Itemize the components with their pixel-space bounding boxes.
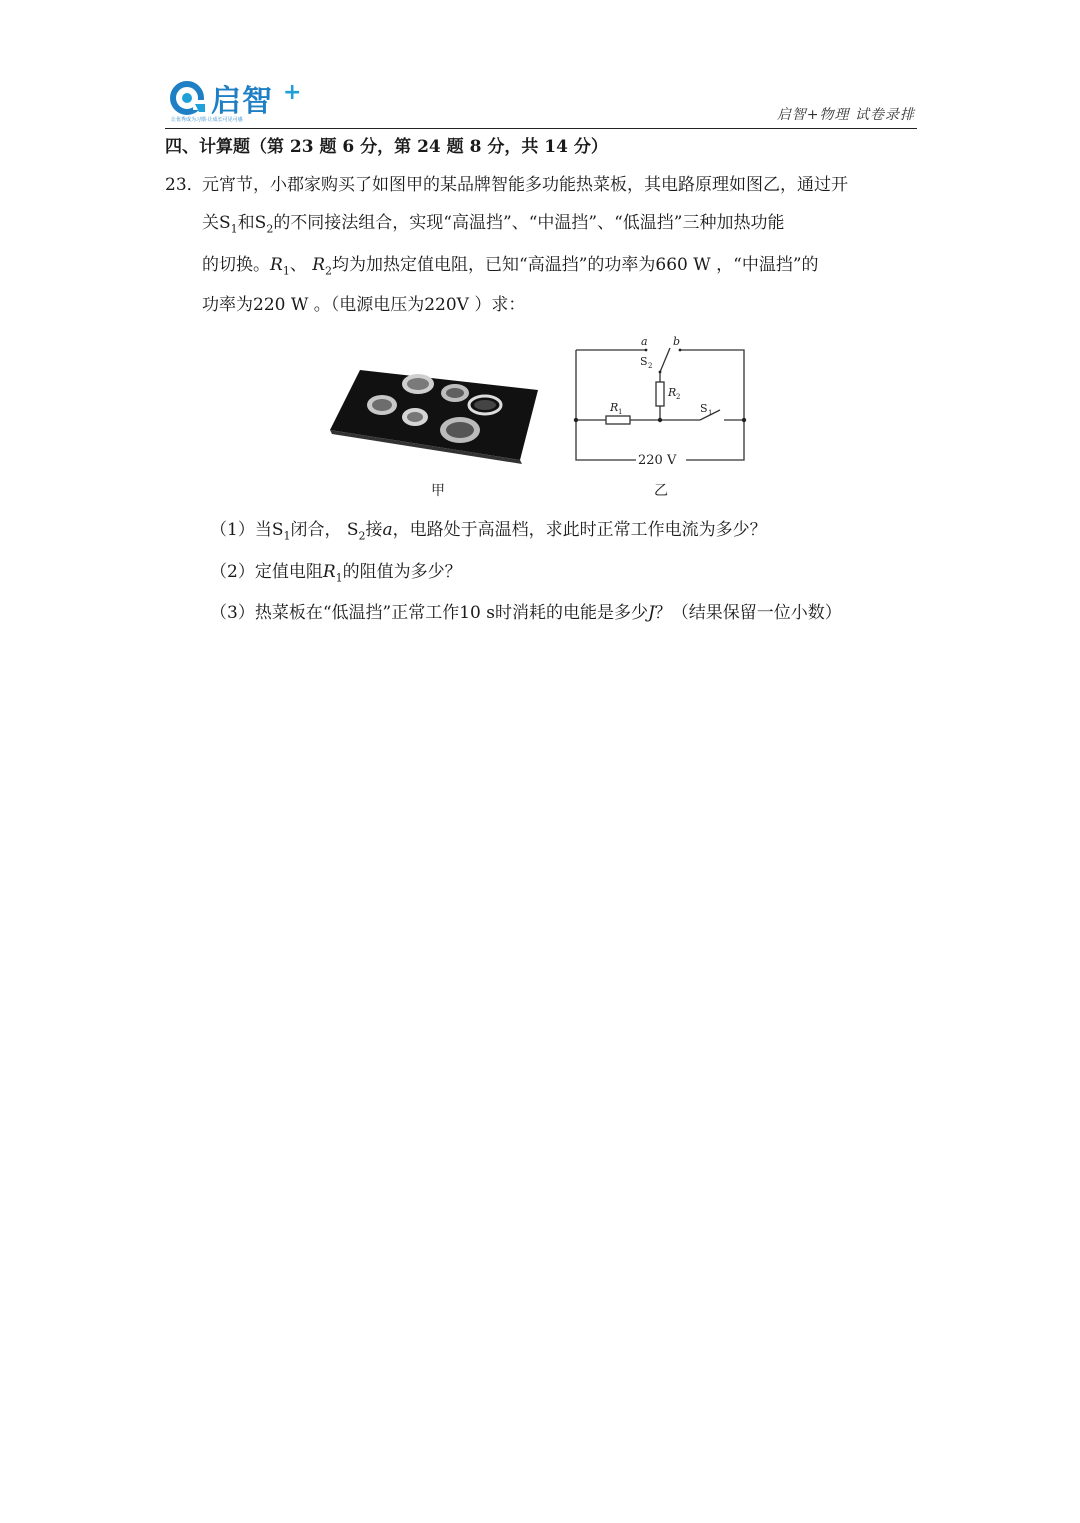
sub-question-2 xyxy=(210,557,462,584)
text-segment: （3）热菜板在“低温挡”正常工作10 s时消耗的电能是多少 xyxy=(210,603,648,623)
label-a: a xyxy=(641,335,648,348)
resistor-r1 xyxy=(606,416,630,424)
plate-dish xyxy=(441,384,469,402)
question-number: 23． xyxy=(165,175,204,195)
text-segment: 的不同接法组合，实现“高温挡”、“中温挡”、“低温挡”三种加热功能 xyxy=(273,213,785,233)
plate-dish xyxy=(402,374,434,394)
switch-s2-blade xyxy=(660,348,670,372)
text-segment: 、 xyxy=(289,255,313,275)
label-s2: S xyxy=(640,355,648,368)
label-r2-sub: 2 xyxy=(676,393,681,401)
variable-r: R xyxy=(270,255,283,275)
junction-dot xyxy=(574,418,578,422)
subscript: 1 xyxy=(282,264,290,278)
terminal-a xyxy=(645,349,648,352)
switch-pivot xyxy=(659,371,662,374)
subscript: 2 xyxy=(358,529,366,543)
caption-yi: 乙 xyxy=(654,483,668,499)
junction-dot xyxy=(742,418,746,422)
label-r2: R xyxy=(668,386,677,399)
header-right-text: 启智+物理 试卷录排 xyxy=(776,107,915,123)
logo-text: 启智 xyxy=(211,84,273,119)
plate-dish xyxy=(440,417,480,443)
label-s2-sub: 2 xyxy=(648,362,653,370)
text-segment: 均为加热定值电阻，已知“高温挡”的功率为660 W ，“中温挡”的 xyxy=(332,255,819,275)
logo-slogan: 让优秀成为习惯·让成长可见可感 xyxy=(171,117,243,123)
circuit-diagram xyxy=(568,330,754,475)
variable-r: R xyxy=(312,255,326,275)
subscript: 1 xyxy=(230,222,238,236)
resistor-r2 xyxy=(656,382,664,406)
label-r1-sub: 1 xyxy=(618,408,623,416)
label-b: b xyxy=(673,335,681,348)
junction-dot xyxy=(658,418,662,422)
text-segment: 闭合， S xyxy=(290,520,359,540)
logo-plus: + xyxy=(283,80,302,105)
text-segment: 的阻值为多少？ xyxy=(342,562,462,582)
caption-jia: 甲 xyxy=(431,483,445,499)
wire xyxy=(680,350,744,460)
brand-logo xyxy=(165,76,315,122)
sub-question-3 xyxy=(210,598,842,623)
question-line-3 xyxy=(202,250,918,277)
question-line-1: 元宵节，小郡家购买了如图甲的某品牌智能多功能热菜板，其电路原理如图乙，通过开 xyxy=(202,175,848,195)
text-segment: ？（结果保留一位小数） xyxy=(654,603,842,623)
section-title: 四、计算题（第 23 题 6 分，第 24 题 8 分，共 14 分） xyxy=(165,137,608,157)
logo-icon xyxy=(169,80,209,116)
sub-question-1 xyxy=(210,515,767,542)
wire xyxy=(576,350,636,460)
question-line-2 xyxy=(202,208,918,235)
subscript: 2 xyxy=(266,222,274,236)
variable-a: a xyxy=(382,520,393,540)
plate-dish xyxy=(367,395,397,415)
question-line-4: 功率为220 W 。（电源电压为220V ）求： xyxy=(202,295,526,315)
text-segment: 接 xyxy=(365,520,383,540)
label-voltage: 220 V xyxy=(638,453,677,468)
label-s1-sub: 1 xyxy=(708,409,713,417)
hot-plate-photo xyxy=(330,360,548,465)
variable-r: R xyxy=(322,562,336,582)
text-segment: （2）定值电阻 xyxy=(210,562,323,582)
text-segment: （1）当S xyxy=(210,520,284,540)
text-segment: 和S xyxy=(237,213,267,233)
label-r1: R xyxy=(610,401,619,414)
plate-dish xyxy=(402,408,428,426)
terminal-b xyxy=(679,349,682,352)
text-segment: 关S xyxy=(202,213,231,233)
subscript: 1 xyxy=(283,529,291,543)
variable-j: J xyxy=(647,603,655,623)
text-segment: 的切换。 xyxy=(202,255,270,275)
page-header xyxy=(165,72,917,129)
subscript: 1 xyxy=(335,571,343,585)
subscript: 2 xyxy=(325,264,333,278)
label-s1: S xyxy=(700,402,708,415)
text-segment: ，电路处于高温档，求此时正常工作电流为多少？ xyxy=(392,520,767,540)
